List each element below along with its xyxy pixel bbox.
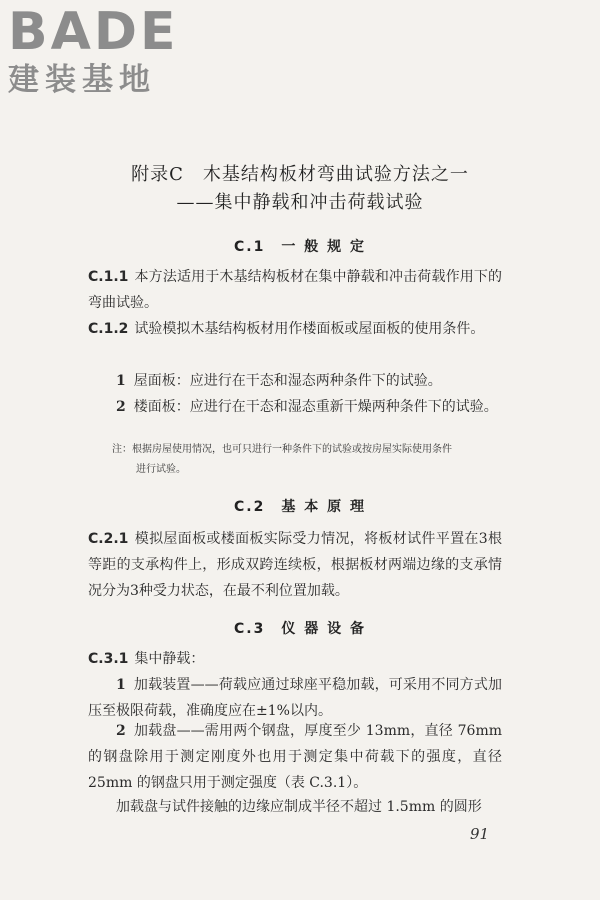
clause-text: 本方法适用于木基结构板材在集中静载和冲击荷载作用下的弯曲试验。 [88, 269, 502, 311]
clause-number: C.1.2 [88, 321, 129, 337]
logo [8, 4, 179, 98]
item-text: 加载装置——荷载应通过球座平稳加载，可采用不同方式加压至极限荷载，准确度应在±1%以内。 [88, 677, 502, 719]
clause-number: C.1.1 [88, 269, 129, 285]
logo-brand: BADE [8, 2, 179, 62]
section-heading-c2: C.2 基 本 原 理 [234, 499, 366, 515]
clause-number: C.2.1 [88, 531, 129, 547]
clause-text: 集中静载： [134, 651, 205, 667]
item-text: 楼面板：应进行在干态和湿态重新干燥两种条件下的试验。 [133, 399, 498, 415]
item-text: 屋面板：应进行在干态和湿态两种条件下的试验。 [133, 373, 442, 389]
clause-text: 模拟屋面板或楼面板实际受力情况，将板材试件平置在3根等距的支承构件上，形成双跨连续板，根据板材两端边缘的支承情况分为3种受力状态，在最不利位置加载。 [88, 531, 502, 599]
clause-c-1-2 [88, 316, 502, 342]
note [112, 440, 504, 480]
item-number: 2 [116, 399, 126, 415]
item-text: 加载盘——需用两个钢盘，厚度至少 13mm，直径 76mm 的钢盘除用于测定刚度外也用于测定集中荷载下的强度，直径 25mm 的钢盘只用于测定强度（表 C.3.1）。 [88, 723, 502, 791]
note-line: 注：根据房屋使用情况，也可只进行一种条件下的试验或按房屋实际使用条件 [112, 444, 452, 455]
page-number: 91 [470, 825, 490, 843]
item-number: 2 [116, 723, 126, 739]
note-line: 进行试验。 [136, 464, 186, 475]
list-item [88, 368, 502, 394]
section-heading-c1: C.1 一 般 规 定 [234, 239, 366, 255]
clause-c-1-1 [88, 264, 502, 316]
paragraph: 加载盘与试件接触的边缘应制成半径不超过 1.5mm 的圆形 [116, 799, 482, 815]
appendix-title: 附录C 木基结构板材弯曲试验方法之一 [131, 164, 469, 185]
item-number: 1 [116, 677, 126, 693]
item-number: 1 [116, 373, 126, 389]
list-item [88, 718, 502, 796]
clause-text: 试验模拟木基结构板材用作楼面板或屋面板的使用条件。 [134, 321, 485, 337]
list-item [88, 394, 502, 420]
logo-subtitle: 建装基地 [8, 62, 156, 98]
clause-c-2-1 [88, 526, 502, 604]
section-heading-c3: C.3 仪 器 设 备 [234, 621, 366, 637]
list-item [88, 672, 502, 724]
clause-c-3-1 [88, 646, 502, 672]
appendix-subtitle: ——集中静载和冲击荷载试验 [176, 192, 424, 213]
clause-number: C.3.1 [88, 651, 129, 667]
